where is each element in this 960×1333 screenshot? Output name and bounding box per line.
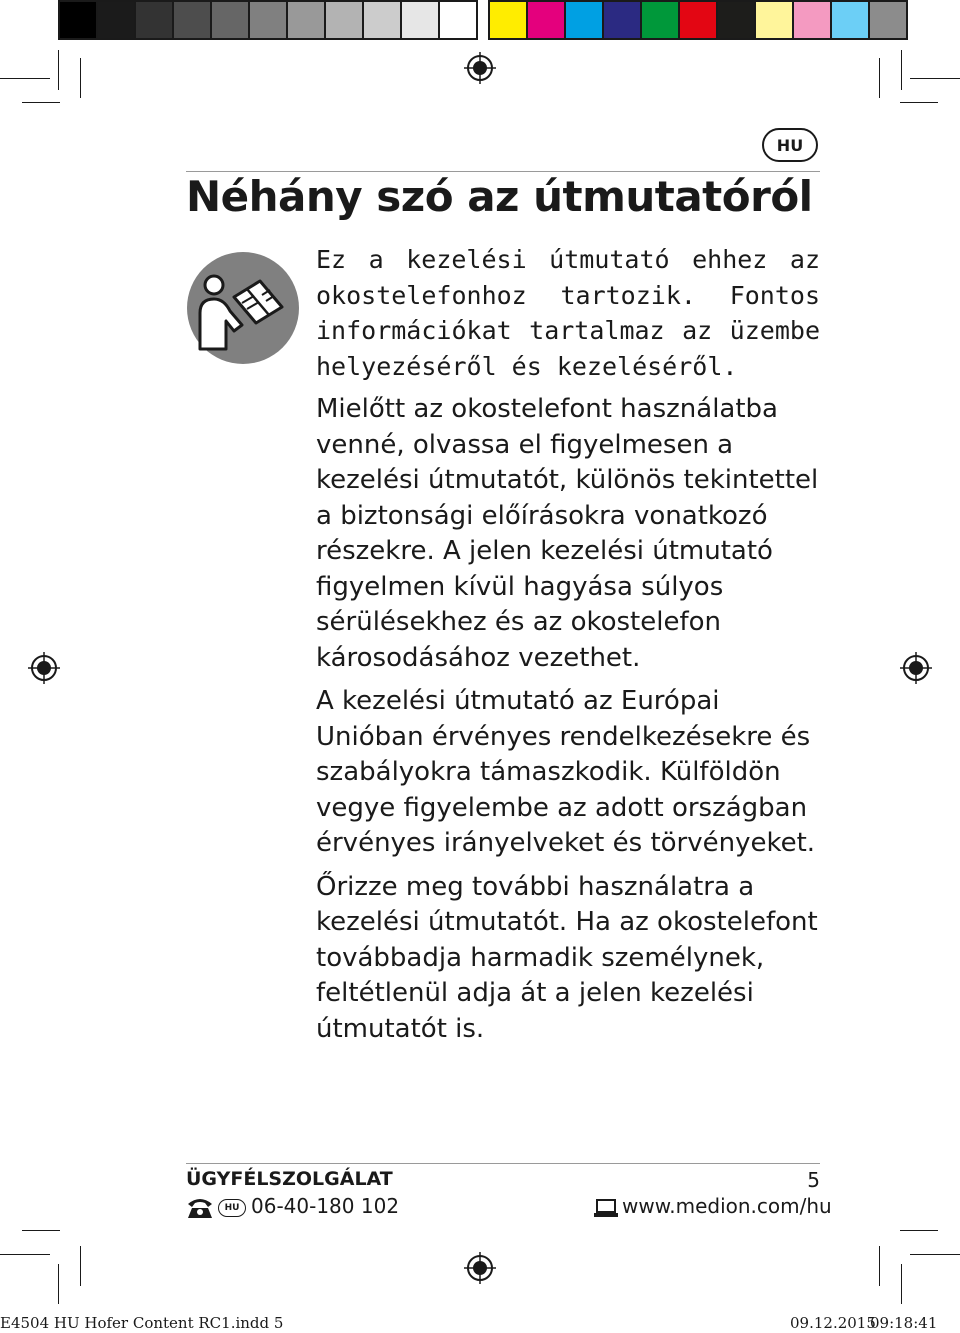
print-slug-date: 09.12.2015 — [790, 1314, 876, 1332]
crop-mark — [0, 78, 50, 79]
color-swatch — [566, 0, 604, 40]
color-swatch — [488, 0, 528, 40]
color-swatch — [794, 0, 832, 40]
color-swatch — [604, 0, 642, 40]
gray-swatch — [250, 0, 288, 40]
color-swatch — [718, 0, 756, 40]
footer-rule — [186, 1163, 820, 1164]
crop-mark — [58, 1264, 59, 1304]
color-swatch — [832, 0, 870, 40]
telephone-icon — [186, 1196, 214, 1220]
crop-mark — [879, 58, 880, 98]
gray-swatch — [440, 0, 478, 40]
registration-mark-top-icon — [464, 52, 496, 84]
gray-swatch — [98, 0, 136, 40]
crop-mark — [910, 1254, 960, 1255]
gray-swatch — [58, 0, 98, 40]
crop-mark — [910, 78, 960, 79]
body-text — [316, 242, 820, 1055]
language-badge: HU — [762, 128, 818, 162]
crop-mark — [80, 1246, 81, 1286]
hotline-number: 06-40-180 102 — [251, 1194, 400, 1218]
crop-mark — [22, 1230, 60, 1231]
customer-service-label: ÜGYFÉLSZOLGÁLAT — [186, 1168, 393, 1190]
print-slug-time: 09:18:41 — [870, 1314, 938, 1332]
process-color-bar — [488, 0, 908, 40]
crop-mark — [879, 1246, 880, 1286]
paragraph-intro: Ez a kezelési útmutató ehhez az okostelefonhoz tartozik. Fontos információkat tartalmaz az üzembe helyezéséről és kezeléséről. — [316, 245, 820, 381]
laptop-icon — [594, 1198, 618, 1218]
crop-mark — [901, 50, 902, 90]
crop-mark — [58, 50, 59, 90]
page-number: 5 — [807, 1168, 820, 1192]
gray-swatch — [402, 0, 440, 40]
color-swatch — [680, 0, 718, 40]
gray-swatch — [326, 0, 364, 40]
gray-swatch — [364, 0, 402, 40]
paragraph-eu-regulations: A kezelési útmutató az Európai Unióban érvényes rendelkezésekre és szabályokra támaszkodik. Külföldön vegye figyelembe az adott országban érvényes irányelveket és törvényeket. — [316, 686, 816, 858]
color-swatch — [870, 0, 908, 40]
crop-mark — [80, 58, 81, 98]
color-swatch — [528, 0, 566, 40]
crop-mark — [0, 1254, 50, 1255]
color-swatch — [642, 0, 680, 40]
registration-mark-left-icon — [28, 652, 60, 684]
crop-mark — [900, 102, 938, 103]
read-manual-icon — [186, 251, 300, 365]
gray-swatch — [174, 0, 212, 40]
paragraph-keep-manual: Őrizze meg további használatra a kezelési útmutatót. Ha az okostelefont továbbadja harmadik személynek, feltétlenül adja át a jelen kezelési útmutatót is. — [316, 871, 818, 1044]
country-badge: HU — [218, 1199, 246, 1217]
color-swatch — [756, 0, 794, 40]
print-slug-file: E4504 HU Hofer Content RC1.indd 5 — [0, 1314, 284, 1332]
gray-swatch — [136, 0, 174, 40]
gray-swatch — [288, 0, 326, 40]
gray-swatch — [212, 0, 250, 40]
registration-mark-bottom-icon — [464, 1252, 496, 1284]
registration-mark-right-icon — [900, 652, 932, 684]
paragraph-read-carefully: Mielőtt az okostelefont használatba venné, olvassa el figyelmesen a kezelési útmutatót, különös tekintettel a biztonsági előírásokra vonatkozó részekre. A jelen kezelési útmutató figyelmen kívül hagyása súlyos sérülésekhez és az okostelefon károsodásához vezethet. — [316, 394, 819, 673]
crop-mark — [900, 1230, 938, 1231]
crop-mark — [901, 1264, 902, 1304]
website-link[interactable]: www.medion.com/hu — [622, 1194, 832, 1218]
crop-mark — [22, 102, 60, 103]
page-title: Néhány szó az útmutatóról — [186, 172, 813, 221]
grayscale-color-bar — [58, 0, 478, 40]
